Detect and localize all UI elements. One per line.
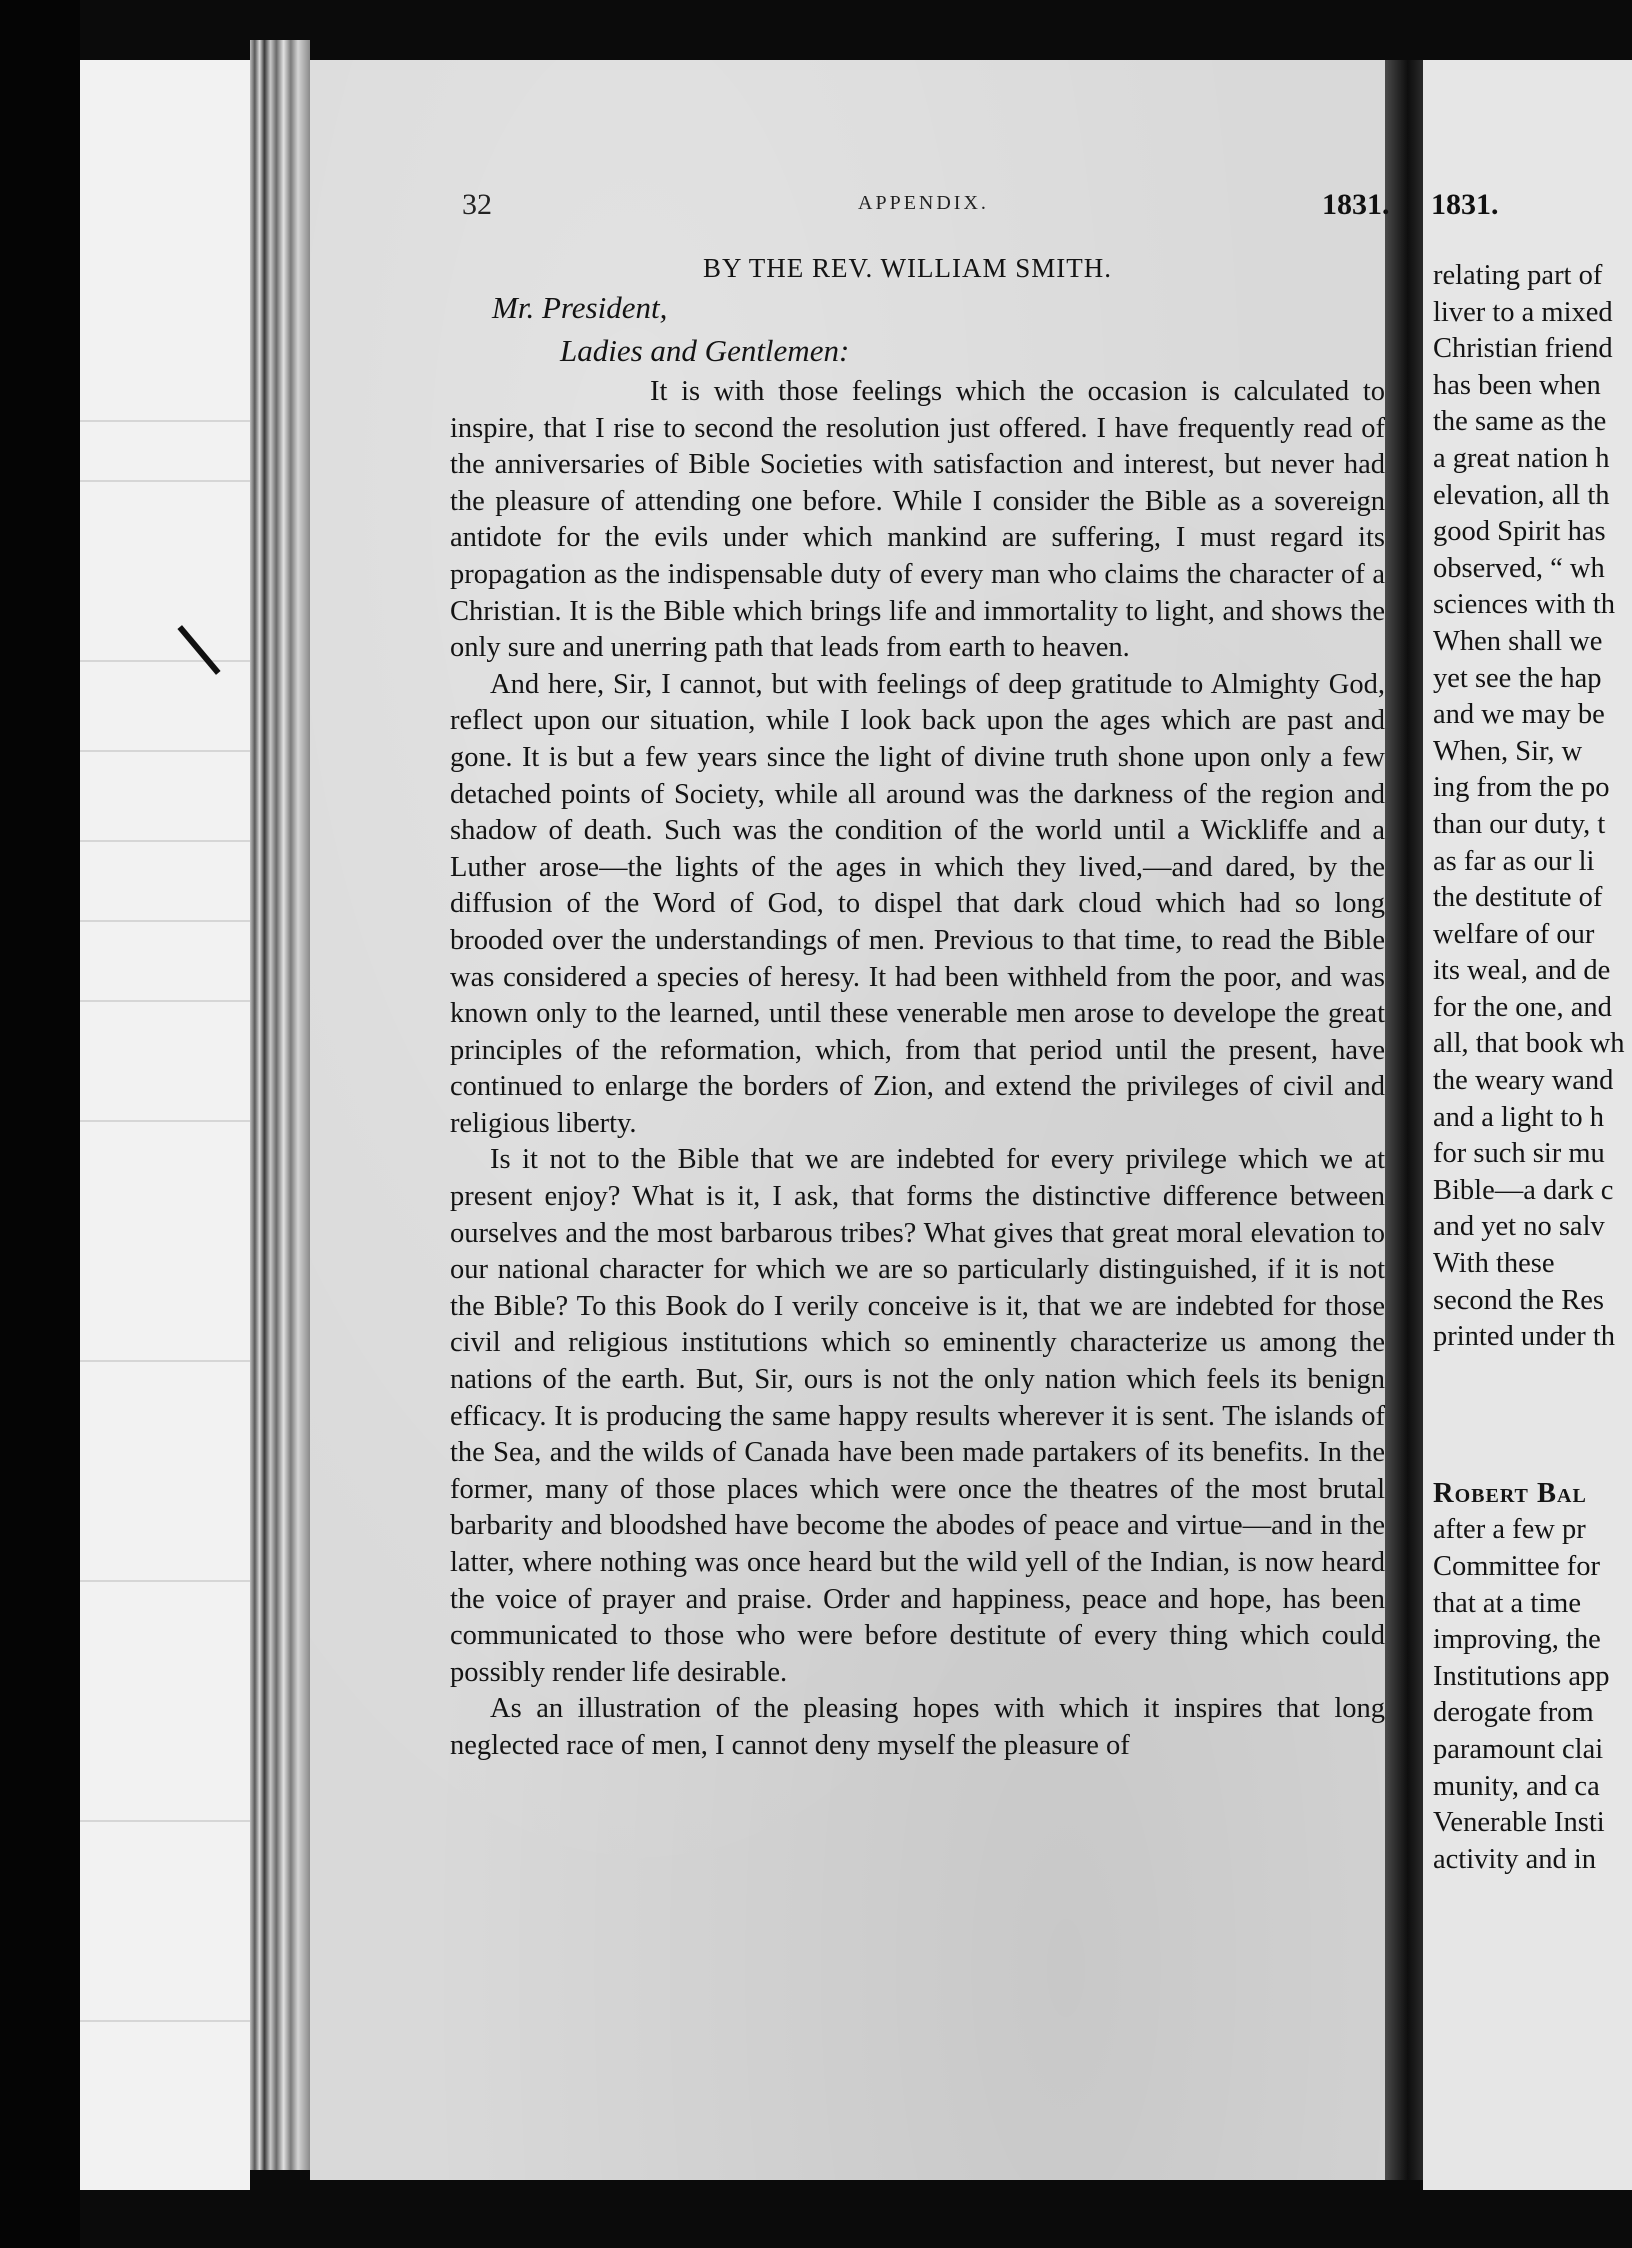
facing-page-line: its weal, and de <box>1433 955 1611 987</box>
facing-page-line: the destitute of <box>1433 882 1603 914</box>
byline: BY THE REV. WILLIAM SMITH. <box>703 253 1112 283</box>
speech-text <box>450 248 1385 1765</box>
facing-page-line: Committee for <box>1433 1551 1601 1582</box>
facing-page-line: second the Res <box>1433 1284 1604 1316</box>
paragraph-1: It is with those feelings which the occasion is calculated to inspire, that I rise to second the resolution just offered. I have frequently read of the anniversaries of Bible Societies with satisfaction and interest, but never had the pleasure of attending one before. While I consider the Bible as a sovereign antidote for the evils under which mankind are suffering, I must regard its propagation as the indispensable duty of every man who claims the character of a Christian. It is the Bible which brings life and immortality to light, and shows the only sure and unerring path that leads from earth to heaven. <box>450 376 1385 664</box>
paragraph-4: As an illustration of the pleasing hopes with which it inspires that long neglected race of men, I cannot deny myself the pleasure of <box>450 1693 1385 1761</box>
facing-page-line: observed, “ wh <box>1433 552 1605 584</box>
facing-page-line: the weary wand <box>1433 1065 1614 1097</box>
facing-page-line: elevation, all th <box>1433 479 1610 511</box>
facing-page-line: and a light to h <box>1433 1101 1604 1133</box>
facing-page-line: Venerable Insti <box>1433 1807 1605 1839</box>
facing-page-line: With these <box>1433 1248 1555 1280</box>
page-number: 32 <box>462 188 492 221</box>
facing-page-line: improving, the <box>1433 1624 1601 1656</box>
page-header <box>0 188 1632 228</box>
facing-page-line: for the one, and <box>1433 991 1612 1023</box>
facing-page-line: Christian friend <box>1433 333 1613 365</box>
facing-page <box>1423 60 1632 2190</box>
facing-page-line: a great nation h <box>1433 442 1610 474</box>
facing-page-line: relating part of <box>1433 260 1603 291</box>
facing-page-line: When shall we <box>1433 625 1603 657</box>
paragraph-3: Is it not to the Bible that we are indebted for every privilege which we at present enjoy? What is it, I ask, that forms the distinctive difference between ourselves and the most barbarous tribes? What gives that great moral elevation to our national character for which we are so particularly distinguished, if it is not the Bible? To this Book do I verily conceive is it, that we are indebted for those civil and religious institutions which so eminently characterize us among the nations of the earth. But, Sir, ours is not the only nation which feels its benign efficacy. It is producing the same happy results wherever it is sent. The islands of the Sea, and the wilds of Canada have been made partakers of its benefits. In the former, many of those places which were once the theatres of the most brutal barbarity and bloodshed have become the abodes of peace and virtue—and in the latter, where nothing was once heard but the wild yell of the Indian, is now heard the voice of prayer and praise. Order and happiness, peace and hope, has been communicated to those who were before destitute of every thing which could possibly render life desirable. <box>450 1144 1385 1688</box>
facing-page-line: and yet no salv <box>1433 1211 1605 1243</box>
facing-page-line: activity and in <box>1433 1843 1597 1875</box>
facing-page-line: for such sir mu <box>1433 1138 1605 1170</box>
facing-page-line: derogate from <box>1433 1697 1594 1729</box>
salutation-audience: Ladies and Gentlemen: <box>560 333 850 368</box>
facing-page-line: and we may be <box>1433 699 1605 731</box>
facing-page-line: than our duty, t <box>1433 808 1606 840</box>
facing-page-line: Bible—a dark c <box>1433 1174 1614 1206</box>
facing-page-line: When, Sir, w <box>1433 735 1583 767</box>
facing-page-line: has been when <box>1433 369 1601 401</box>
facing-page-line: printed under th <box>1433 1321 1616 1353</box>
facing-page-line: liver to a mixed <box>1433 296 1613 328</box>
facing-page-line: as far as our li <box>1433 845 1595 877</box>
facing-page-line: good Spirit has <box>1433 516 1606 548</box>
paragraph-2: And here, Sir, I cannot, but with feelings of deep gratitude to Almighty God, reflect upon our situation, while I look back upon the ages which are past and gone. It is but a few years since the light of divine truth shone upon only a few detached points of Society, while all around was the darkness of the region and shadow of death. Such was the condition of the world until a Wickliffe and a Luther arose—the lights of the ages in which they lived,—and dared, by the diffusion of the Word of God, to dispel that dark cloud which had so long brooded over the understandings of men. Previous to that time, to read the Bible was considered a species of heresy. It had been withheld from the poor, and was known only to the learned, until these venerable men arose to develope the great principles of the reformation, which, from that period until the present, have continued to enlarge the borders of Zion, and extend the privileges of civil and religious liberty. <box>450 668 1385 1139</box>
facing-page-line: ing from the po <box>1433 772 1610 804</box>
scanner-bed-margin <box>80 60 250 2190</box>
facing-page-line: paramount clai <box>1433 1733 1604 1765</box>
book-gutter <box>1385 60 1423 2180</box>
facing-page-line: yet see the hap <box>1433 662 1602 694</box>
salutation-president: Mr. President, <box>492 290 668 325</box>
facing-page-line: Robert Bal <box>1433 1477 1587 1509</box>
facing-page-line: welfare of our <box>1433 918 1595 950</box>
facing-page-line: sciences with th <box>1433 589 1616 621</box>
page-edge-stack <box>250 40 310 2170</box>
facing-page-line: after a few pr <box>1433 1514 1586 1546</box>
facing-page-line: all, that book wh <box>1433 1028 1625 1060</box>
facing-page-text <box>1433 258 1632 1878</box>
scan-background <box>0 0 80 2248</box>
facing-page-line: munity, and ca <box>1433 1770 1600 1802</box>
facing-page-year: 1831. <box>1431 188 1499 221</box>
header-year: 1831. <box>1322 188 1390 221</box>
running-title: APPENDIX. <box>858 192 989 214</box>
facing-page-line: Institutions app <box>1433 1660 1610 1692</box>
facing-page-line: that at a time <box>1433 1587 1581 1619</box>
facing-page-line: the same as the <box>1433 406 1607 438</box>
